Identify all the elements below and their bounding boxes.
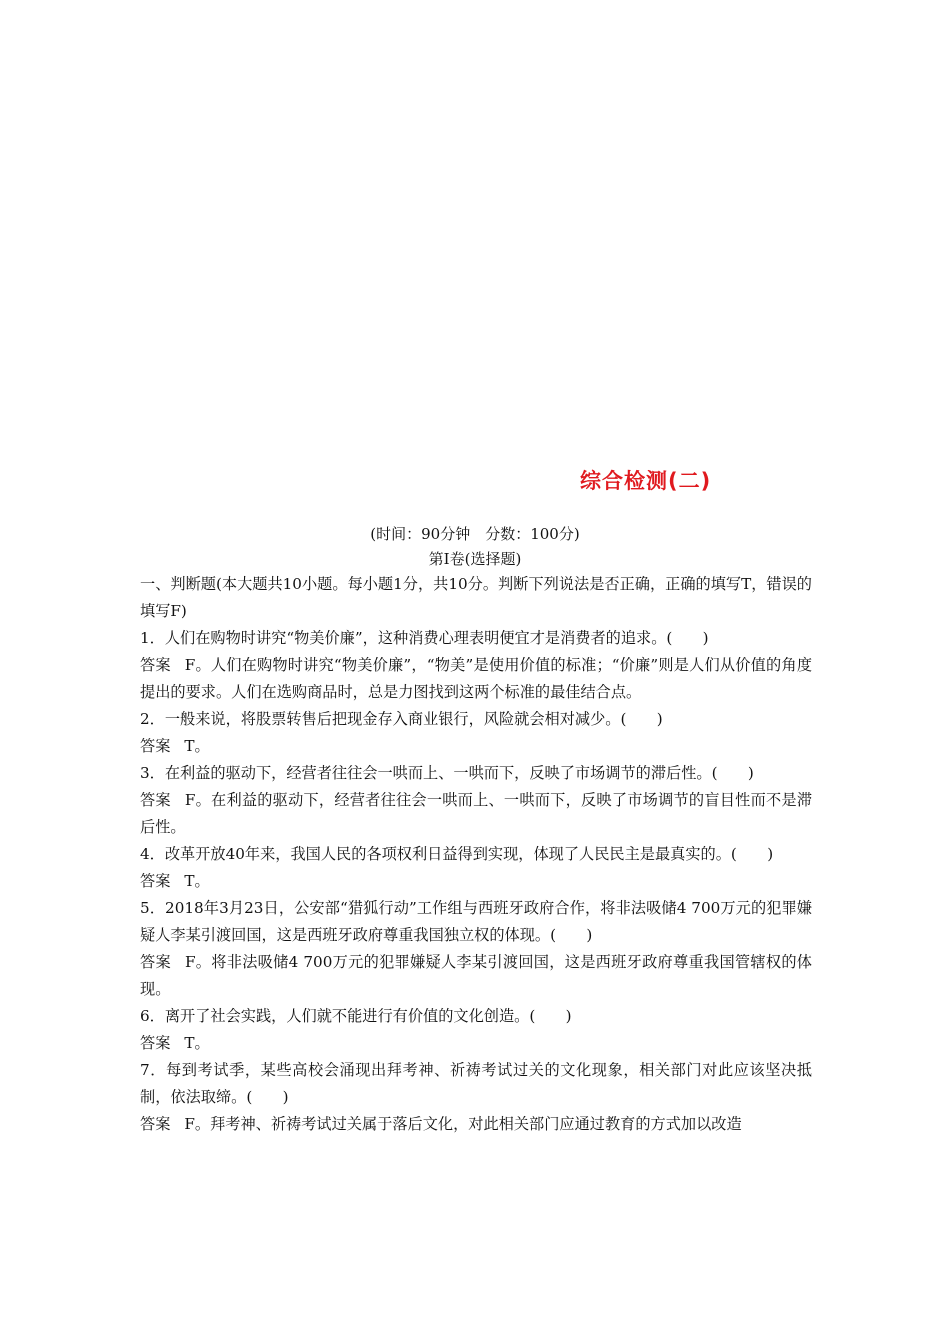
question-7: 7．每到考试季，某些高校会涌现出拜考神、祈祷考试过关的文化现象，相关部门对此应该坚决抵制，依法取缔。( ) [140,1061,812,1106]
answer-text: F。拜考神、祈祷考试过关属于落后文化，对此相关部门应通过教育的方式加以改造 [184,1115,742,1133]
exam-time-info: (时间：90分钟 分数：100分) [370,525,580,543]
answer-label: 答案 [140,737,171,755]
answer-4 [140,868,812,895]
question-4: 4．改革开放40年来，我国人民的各项权利日益得到实现，体现了人民民主是最真实的。( ) [140,845,774,863]
section-heading: 第Ⅰ卷(选择题) [428,550,522,568]
question-6: 6．离开了社会实践，人们就不能进行有价值的文化创造。( ) [140,1007,572,1025]
section-instructions: 一、判断题(本大题共10小题。每小题1分，共10分。判断下列说法是否正确，正确的填写T，错误的填写F) [140,575,812,620]
question-3: 3．在利益的驱动下，经营者往往会一哄而上、一哄而下，反映了市场调节的滞后性。( ) [140,764,754,782]
answer-5 [140,949,812,1003]
answer-text: T。 [184,1034,210,1052]
answer-text: T。 [184,737,210,755]
answer-6 [140,1030,812,1057]
answer-label: 答案 [140,656,171,674]
question-5: 5．2018年3月23日，公安部“猎狐行动”工作组与西班牙政府合作，将非法吸储4 700万元的犯罪嫌疑人李某引渡回国，这是西班牙政府尊重我国独立权的体现。( ) [140,899,812,944]
page-title: 综合检测(二) [580,469,712,493]
answer-2 [140,733,812,760]
question-2: 2．一般来说，将股票转售后把现金存入商业银行，风险就会相对减少。( ) [140,710,663,728]
question-list [140,571,812,1138]
answer-label: 答案 [140,953,171,971]
question-1: 1．人们在购物时讲究“物美价廉”，这种消费心理表明便宜才是消费者的追求。( ) [140,629,709,647]
answer-3 [140,787,812,841]
answer-label: 答案 [140,791,171,809]
answer-text: F。人们在购物时讲究“物美价廉”，“物美”是使用价值的标准；“价廉”则是人们从价值的角度提出的要求。人们在选购商品时，总是力图找到这两个标准的最佳结合点。 [140,656,813,701]
answer-7 [140,1111,812,1138]
answer-text: T。 [184,872,210,890]
answer-label: 答案 [140,872,171,890]
answer-1 [140,652,812,706]
answer-text: F。将非法吸储4 700万元的犯罪嫌疑人李某引渡回国，这是西班牙政府尊重我国管辖权的体现。 [140,953,812,998]
answer-label: 答案 [140,1034,171,1052]
answer-text: F。在利益的驱动下，经营者往往会一哄而上、一哄而下，反映了市场调节的盲目性而不是滞后性。 [140,791,813,836]
answer-label: 答案 [140,1115,171,1133]
